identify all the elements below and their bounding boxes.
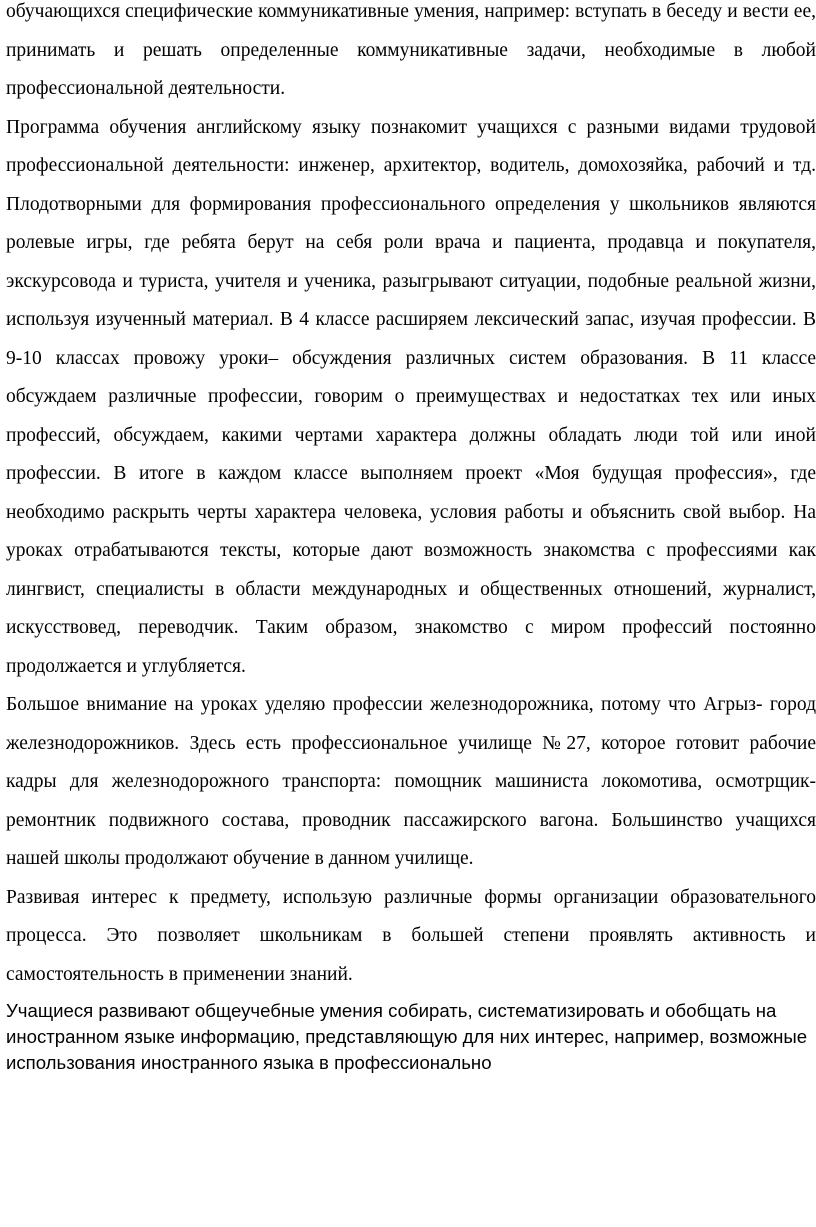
paragraph-english-program: Программа обучения английскому языку познакомит учащихся с разными видами трудовой профессиональной деятельности: инженер, архитектор, водитель, домохозяйка, рабочий и тд. Плодотворными для формирования профессионального определения у школьников являются ролевые игры, где ребята берут на себя роли врача и пациента, продавца и покупателя, экскурсовода и туриста, учителя и ученика, разыгрывают ситуации, подобные реальной жизни, используя изученный материал. В 4 классе расширяем лексический запас, изучая профессии. В 9-10 классах провожу уроки– обсуждения различных систем образования. В 11 классе обсуждаем различные профессии, говорим о преимуществах и недостатках тех или иных профессий, обсуждаем, какими чертами характера должны обладать люди той или иной профессии. В итоге в каждом классе выполняем проект «Моя будущая профессия», где необходимо раскрыть черты характера человека, условия работы и объяснить свой выбор. На уроках отрабатываются тексты, которые дают возможность знакомства с профессиями как лингвист, специалисты в области международных и общественных отношений, журналист, искусствовед, переводчик. Таким образом, знакомство с миром профессий постоянно продолжается и углубляется. [6, 116, 816, 677]
document-page [6, 0, 816, 1076]
paragraph-railway-profession: Большое внимание на уроках уделяю профессии железнодорожника, потому что Агрыз- город железнодорожников. Здесь есть профессиональное училище №27, которое готовит рабочие кадры для железнодорожного транспорта: помощник машиниста локомотива, осмотрщик- ремонтник подвижного состава, проводник пассажирского вагона. Большинство учащихся нашей школы продолжают обучение в данном училище. [6, 694, 816, 869]
paragraph-communicative-skills: обучающихся специфические коммуникативные умения, например: вступать в беседу и вести ее, принимать и решать определенные коммуникативные задачи, необходимые в любой профессиональной деятельности. [6, 1, 816, 99]
paragraph-general-skills: Учащиеся развивают общеучебные умения собирать, систематизировать и обобщать на иностранном языке информацию, представляющую для них интерес, например, возможные использования иностранного языка в профессионально [6, 1000, 808, 1073]
paragraph-interest-development: Развивая интерес к предмету, использую различные формы организации образовательного процесса. Это позволяет школьникам в большей степени проявлять активность и самостоятельность в применении знаний. [6, 886, 816, 985]
